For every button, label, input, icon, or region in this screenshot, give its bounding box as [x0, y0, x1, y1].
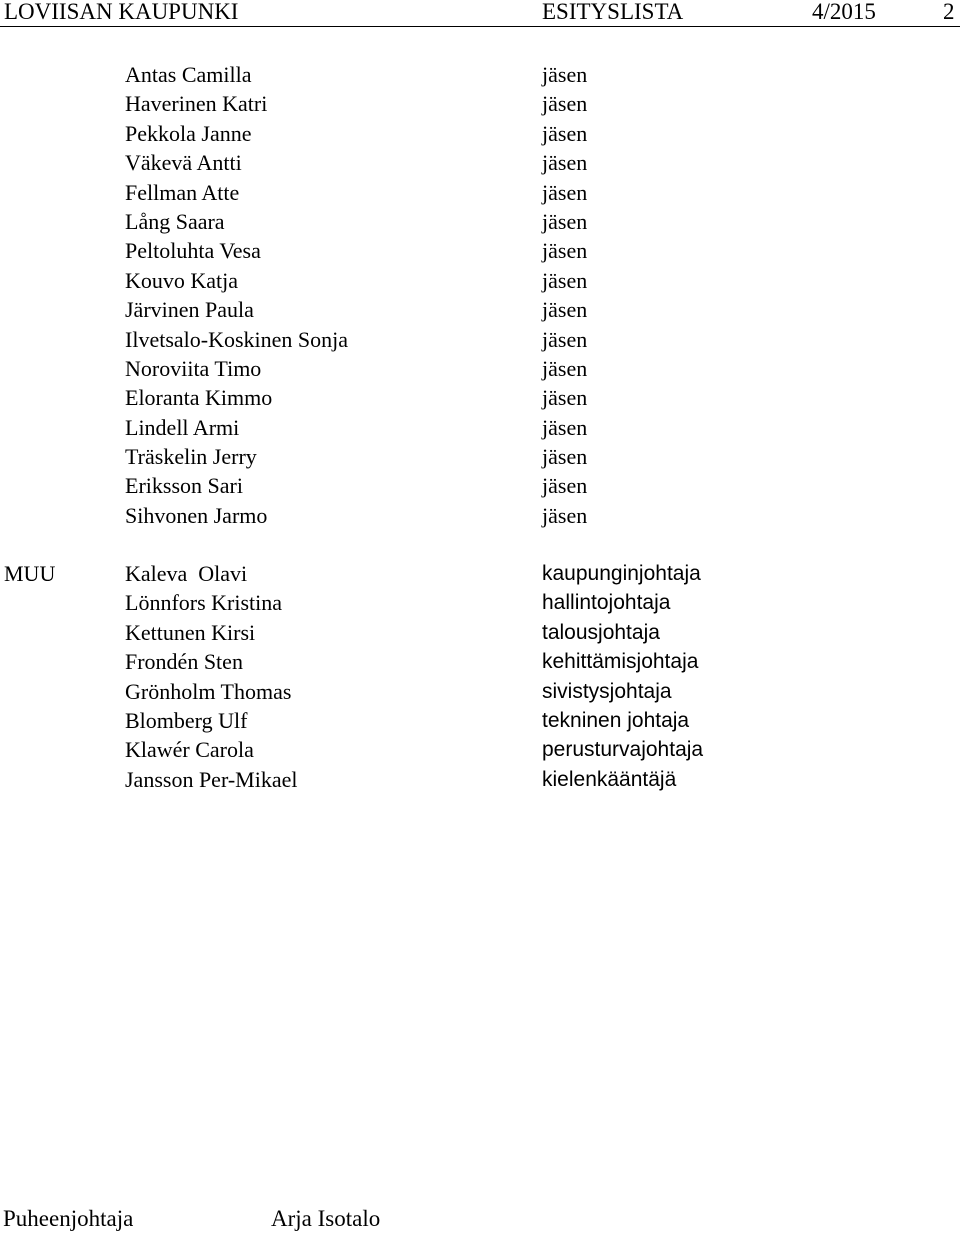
member-role: jäsen: [542, 473, 588, 499]
member-row: [0, 207, 960, 236]
member-role: jäsen: [542, 238, 588, 264]
attendee-role: kehittämisjohtaja: [542, 650, 699, 674]
member-role: jäsen: [542, 120, 588, 146]
attendee-role: sivistysjohtaja: [542, 679, 672, 703]
attendee-name: Klawér Carola: [125, 737, 254, 763]
member-role: jäsen: [542, 502, 588, 528]
attendee-role: tekninen johtaja: [542, 708, 690, 732]
attendee-row: [0, 765, 960, 794]
page-footer: [0, 1204, 960, 1234]
member-name: Sihvonen Jarmo: [125, 502, 268, 528]
member-row: [0, 354, 960, 383]
attendee-name: Lönnfors Kristina: [125, 590, 283, 616]
attendee-role: kielenkääntäjä: [542, 767, 677, 791]
attendee-name: Blomberg Ulf: [125, 707, 248, 733]
other-attendees-list: [0, 559, 960, 794]
attendee-row: [0, 559, 960, 588]
member-role: jäsen: [542, 326, 588, 352]
member-row: [0, 442, 960, 471]
member-role: jäsen: [542, 267, 588, 293]
member-role: jäsen: [542, 150, 588, 176]
member-row: [0, 295, 960, 324]
member-role: jäsen: [542, 355, 588, 381]
member-role: jäsen: [542, 297, 588, 323]
member-name: Ilvetsalo-Koskinen Sonja: [125, 326, 349, 352]
member-name: Väkevä Antti: [125, 150, 242, 176]
member-row: [0, 119, 960, 148]
attendee-name: Kaleva Olavi: [125, 561, 248, 586]
member-role: jäsen: [542, 385, 588, 411]
page-header: [0, 0, 960, 27]
member-name: Järvinen Paula: [125, 297, 254, 323]
member-name: Eloranta Kimmo: [125, 385, 273, 411]
chairperson-label: Puheenjohtaja: [3, 1206, 134, 1231]
attendee-row: [0, 677, 960, 706]
member-row: [0, 325, 960, 354]
member-row: [0, 178, 960, 207]
document-number: 4/2015: [812, 0, 876, 24]
attendee-name: Kettunen Kirsi: [125, 619, 256, 645]
member-name: Fellman Atte: [125, 179, 240, 205]
member-role: jäsen: [542, 444, 588, 470]
attendee-role: perusturvajohtaja: [542, 738, 704, 762]
member-name: Antas Camilla: [125, 62, 252, 87]
member-role: jäsen: [542, 91, 588, 117]
attendee-role: talousjohtaja: [542, 620, 660, 644]
attendee-name: Frondén Sten: [125, 649, 243, 675]
member-row: [0, 60, 960, 89]
member-row: [0, 471, 960, 500]
member-name: Haverinen Katri: [125, 91, 268, 117]
members-list: [0, 60, 960, 530]
member-role: jäsen: [542, 179, 588, 205]
member-name: Eriksson Sari: [125, 473, 243, 499]
attendee-name: Grönholm Thomas: [125, 678, 292, 704]
member-name: Noroviita Timo: [125, 355, 262, 381]
attendee-row: [0, 647, 960, 676]
page-number: 2: [943, 0, 955, 24]
member-role: jäsen: [542, 414, 588, 440]
member-row: [0, 266, 960, 295]
member-row: [0, 89, 960, 118]
attendee-row: [0, 618, 960, 647]
member-row: [0, 383, 960, 412]
attendee-row: [0, 706, 960, 735]
member-name: Kouvo Katja: [125, 267, 239, 293]
attendee-row: [0, 735, 960, 764]
attendee-role: hallintojohtaja: [542, 591, 671, 615]
group-label: MUU: [4, 561, 56, 586]
member-name: Lång Saara: [125, 208, 225, 234]
member-name: Pekkola Janne: [125, 120, 252, 146]
attendee-role: kaupunginjohtaja: [542, 562, 701, 585]
member-role: jäsen: [542, 208, 588, 234]
member-row: [0, 148, 960, 177]
member-row: [0, 236, 960, 265]
member-name: Träskelin Jerry: [125, 444, 257, 470]
member-row: [0, 501, 960, 530]
chairperson-name: Arja Isotalo: [271, 1206, 381, 1231]
member-row: [0, 413, 960, 442]
attendee-row: [0, 588, 960, 617]
organization-name: LOVIISAN KAUPUNKI: [4, 0, 239, 24]
document-type: ESITYSLISTA: [542, 0, 684, 24]
member-role: jäsen: [542, 62, 588, 87]
member-name: Peltoluhta Vesa: [125, 238, 261, 264]
member-name: Lindell Armi: [125, 414, 240, 440]
attendee-name: Jansson Per-Mikael: [125, 766, 298, 792]
